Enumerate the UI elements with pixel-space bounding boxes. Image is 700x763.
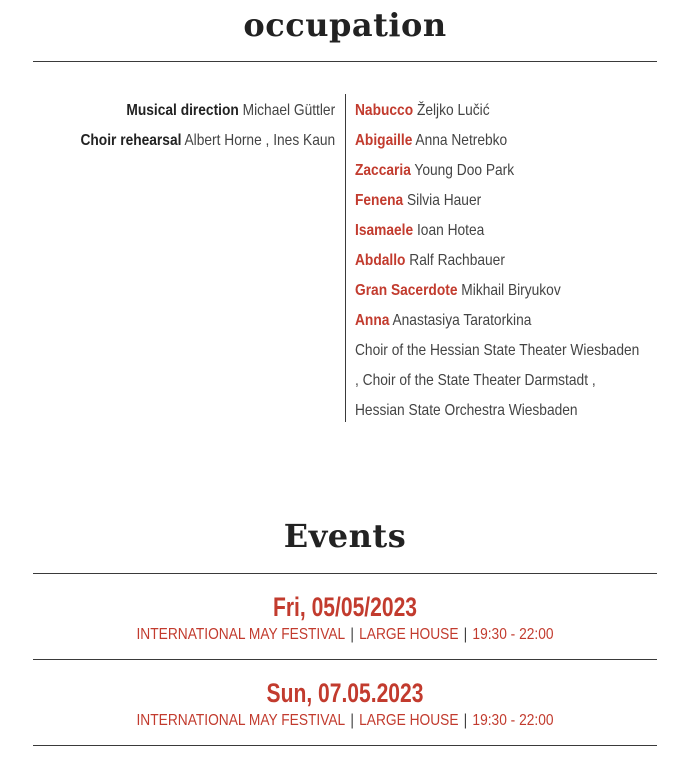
occupation-divider: [33, 61, 657, 62]
separator: |: [350, 712, 354, 729]
event-venue: LARGE HOUSE: [359, 626, 459, 643]
cast-role: Abdallo: [355, 252, 406, 269]
event-date[interactable]: Sun, 07.05.2023: [266, 678, 424, 708]
cast-item: [355, 186, 639, 216]
credit-role: Choir rehearsal: [80, 132, 182, 149]
event-meta: [48, 623, 641, 647]
cast-name[interactable]: Silvia Hauer: [407, 192, 482, 209]
column-divider: [345, 94, 346, 422]
event-item[interactable]: [0, 591, 690, 647]
events-heading: Events: [283, 517, 407, 555]
cast-name[interactable]: Anastasiya Taratorkina: [392, 312, 532, 329]
event-meta: [48, 709, 641, 733]
cast-item: [355, 156, 639, 186]
ensemble-line[interactable]: Choir of the Hessian State Theater Wiesbaden: [355, 342, 640, 359]
cast-item: [355, 246, 639, 276]
event-venue: LARGE HOUSE: [359, 712, 459, 729]
event-time: 19:30 - 22:00: [472, 626, 554, 643]
credit-role: Musical direction: [126, 102, 239, 119]
cast-name[interactable]: Anna Netrebko: [415, 132, 508, 149]
cast-role: Zaccaria: [355, 162, 411, 179]
cast-name[interactable]: Young Doo Park: [414, 162, 515, 179]
direction-credits: [39, 96, 335, 156]
cast-list: [355, 96, 686, 426]
ensemble-line[interactable]: Hessian State Orchestra Wiesbaden: [355, 402, 578, 419]
cast-role: Anna: [355, 312, 390, 329]
cast-item: [355, 276, 639, 306]
event-divider: [33, 745, 657, 746]
cast-name[interactable]: Željko Lučić: [416, 102, 490, 119]
cast-item: [355, 306, 639, 336]
event-date[interactable]: Fri, 05/05/2023: [272, 592, 418, 622]
credit-line-choir-rehearsal: [80, 126, 335, 156]
credit-name[interactable]: Michael Güttler: [242, 102, 335, 119]
cast-role: Abigaille: [355, 132, 413, 149]
credit-line-musical-direction: [80, 96, 335, 126]
cast-role: Fenena: [355, 192, 404, 209]
event-festival: INTERNATIONAL MAY FESTIVAL: [136, 712, 346, 729]
cast-item: [355, 216, 639, 246]
cast-role: Nabucco: [355, 102, 414, 119]
event-divider: [33, 659, 657, 660]
ensemble-line[interactable]: , Choir of the State Theater Darmstadt ,: [355, 372, 596, 389]
event-item[interactable]: [0, 677, 690, 733]
cast-name[interactable]: Ralf Rachbauer: [409, 252, 505, 269]
cast-role: Isamaele: [355, 222, 414, 239]
cast-name[interactable]: Ioan Hotea: [416, 222, 485, 239]
cast-item: [355, 96, 639, 126]
cast-item: [355, 126, 639, 156]
separator: |: [463, 626, 468, 643]
cast-role: Gran Sacerdote: [355, 282, 458, 299]
event-time: 19:30 - 22:00: [472, 712, 554, 729]
cast-name[interactable]: Mikhail Biryukov: [461, 282, 561, 299]
credit-name[interactable]: Albert Horne , Ines Kaun: [184, 132, 335, 149]
separator: |: [463, 712, 468, 729]
separator: |: [350, 626, 354, 643]
event-festival: INTERNATIONAL MAY FESTIVAL: [136, 626, 346, 643]
occupation-heading: occupation: [243, 6, 447, 44]
events-divider-top: [33, 573, 657, 574]
